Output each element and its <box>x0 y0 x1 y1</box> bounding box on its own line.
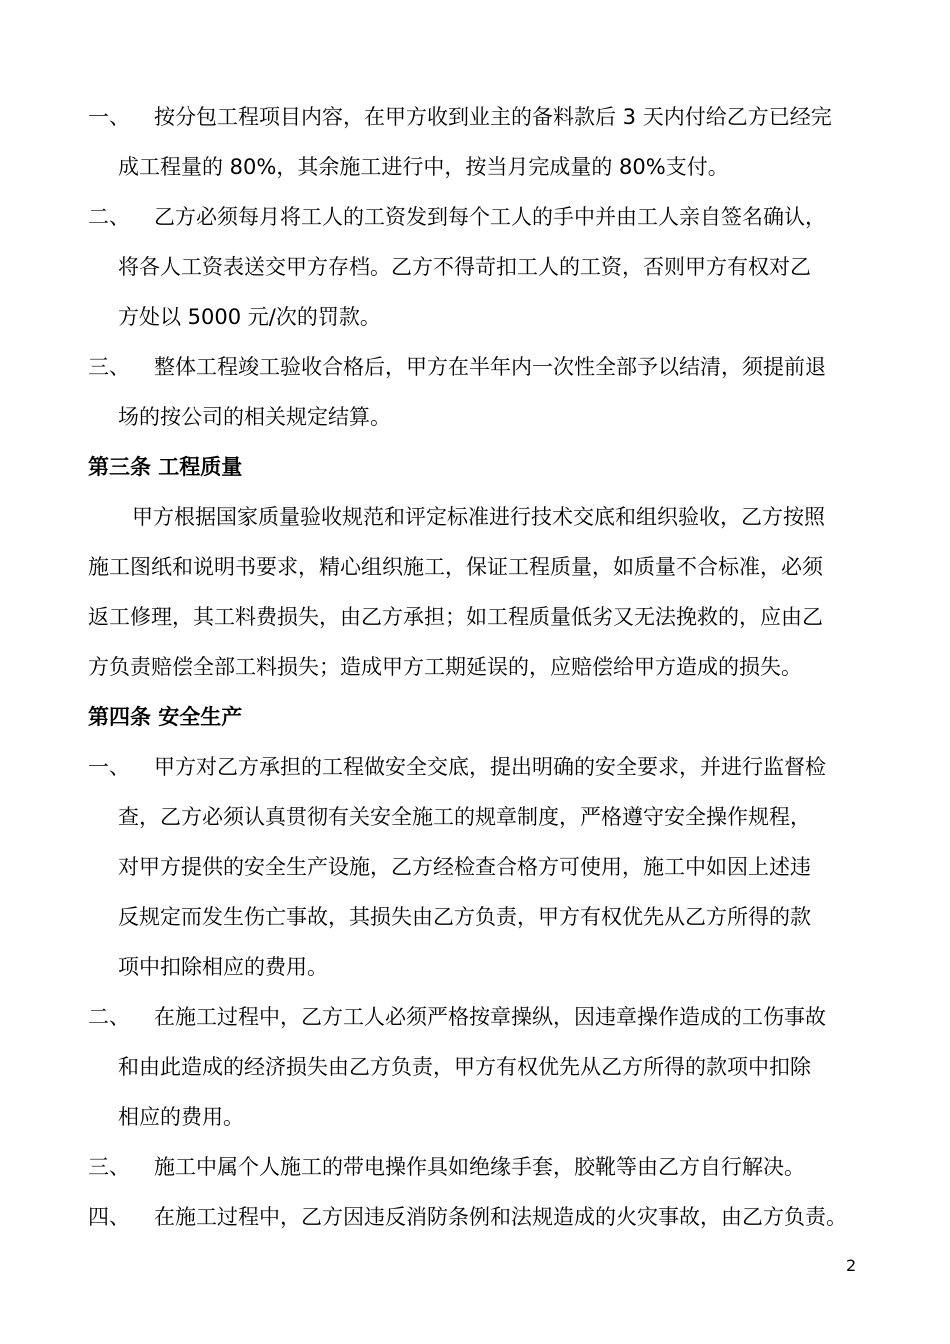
page-number: 2 <box>846 1256 857 1275</box>
list-item <box>88 92 868 142</box>
text-line: 甲方根据国家质量验收规范和评定标准进行技术交底和组织验收，乙方按照 <box>132 505 825 529</box>
item-number: 三、 <box>88 355 130 379</box>
article-paragraph <box>88 492 868 692</box>
text-line: 甲方对乙方承担的工程做安全交底，提出明确的安全要求，并进行监督检 <box>154 755 826 779</box>
text-line: 方处以 5000 元/次的罚款。 <box>118 305 381 329</box>
item-number: 三、 <box>88 1155 130 1179</box>
item-text <box>154 742 868 792</box>
text-line: 乙方必须每月将工人的工资发到每个工人的手中并由工人亲自签名确认， <box>154 205 826 229</box>
item-text <box>154 1192 868 1242</box>
item-number: 一、 <box>88 755 130 779</box>
item-number: 一、 <box>88 105 130 129</box>
list-item <box>88 342 868 392</box>
text-line: 场的按公司的相关规定结算。 <box>118 405 391 429</box>
text-line: 查，乙方必须认真贯彻有关安全施工的规章制度，严格遵守安全操作规程， <box>118 805 811 829</box>
item-text <box>154 92 868 142</box>
item-text <box>154 342 868 392</box>
text-line: 对甲方提供的安全生产设施，乙方经检查合格方可使用，施工中如因上述违 <box>118 855 811 879</box>
text-line: 施工图纸和说明书要求，精心组织施工，保证工程质量，如质量不合标准，必须 <box>88 555 823 579</box>
list-item <box>88 192 868 242</box>
payment-clauses <box>88 92 868 442</box>
article-heading: 第三条 工程质量 <box>88 455 243 479</box>
item-number: 二、 <box>88 205 130 229</box>
text-line: 在施工过程中，乙方工人必须严格按章操纵，因违章操作造成的工伤事故 <box>154 1005 826 1029</box>
text-line: 施工中属个人施工的带电操作具如绝缘手套，胶靴等由乙方自行解决。 <box>154 1155 805 1179</box>
text-line: 方负责赔偿全部工料损失；造成甲方工期延误的，应赔偿给甲方造成的损失。 <box>88 655 802 679</box>
text-line: 将各人工资表送交甲方存档。乙方不得苛扣工人的工资，否则甲方有权对乙 <box>118 255 811 279</box>
article-4 <box>88 692 868 1242</box>
text-line: 按分包工程项目内容，在甲方收到业主的备料款后 3 天内付给乙方已经完 <box>154 105 832 129</box>
list-item <box>88 1142 868 1192</box>
text-line: 项中扣除相应的费用。 <box>118 955 328 979</box>
text-line: 反规定而发生伤亡事故，其损失由乙方负责，甲方有权优先从乙方所得的款 <box>118 905 811 929</box>
text-line: 返工修理，其工料费损失，由乙方承担；如工程质量低劣又无法挽救的，应由乙 <box>88 605 823 629</box>
item-text <box>154 992 868 1042</box>
item-number: 二、 <box>88 1005 130 1029</box>
list-item <box>88 1192 868 1242</box>
article-heading: 第四条 安全生产 <box>88 705 243 729</box>
item-text <box>154 192 868 242</box>
text-line: 在施工过程中，乙方因违反消防条例和法规造成的火灾事故，由乙方负责。 <box>154 1205 847 1229</box>
text-line: 和由此造成的经济损失由乙方负责，甲方有权优先从乙方所得的款项中扣除 <box>118 1055 811 1079</box>
text-line: 相应的费用。 <box>118 1105 244 1129</box>
list-item <box>88 742 868 792</box>
item-number: 四、 <box>88 1205 130 1229</box>
item-text <box>154 1142 868 1192</box>
text-line: 整体工程竣工验收合格后，甲方在半年内一次性全部予以结清，须提前退 <box>154 355 826 379</box>
list-item <box>88 992 868 1042</box>
text-line: 成工程量的 80%，其余施工进行中，按当月完成量的 80%支付。 <box>118 155 729 179</box>
article-3 <box>88 442 868 692</box>
